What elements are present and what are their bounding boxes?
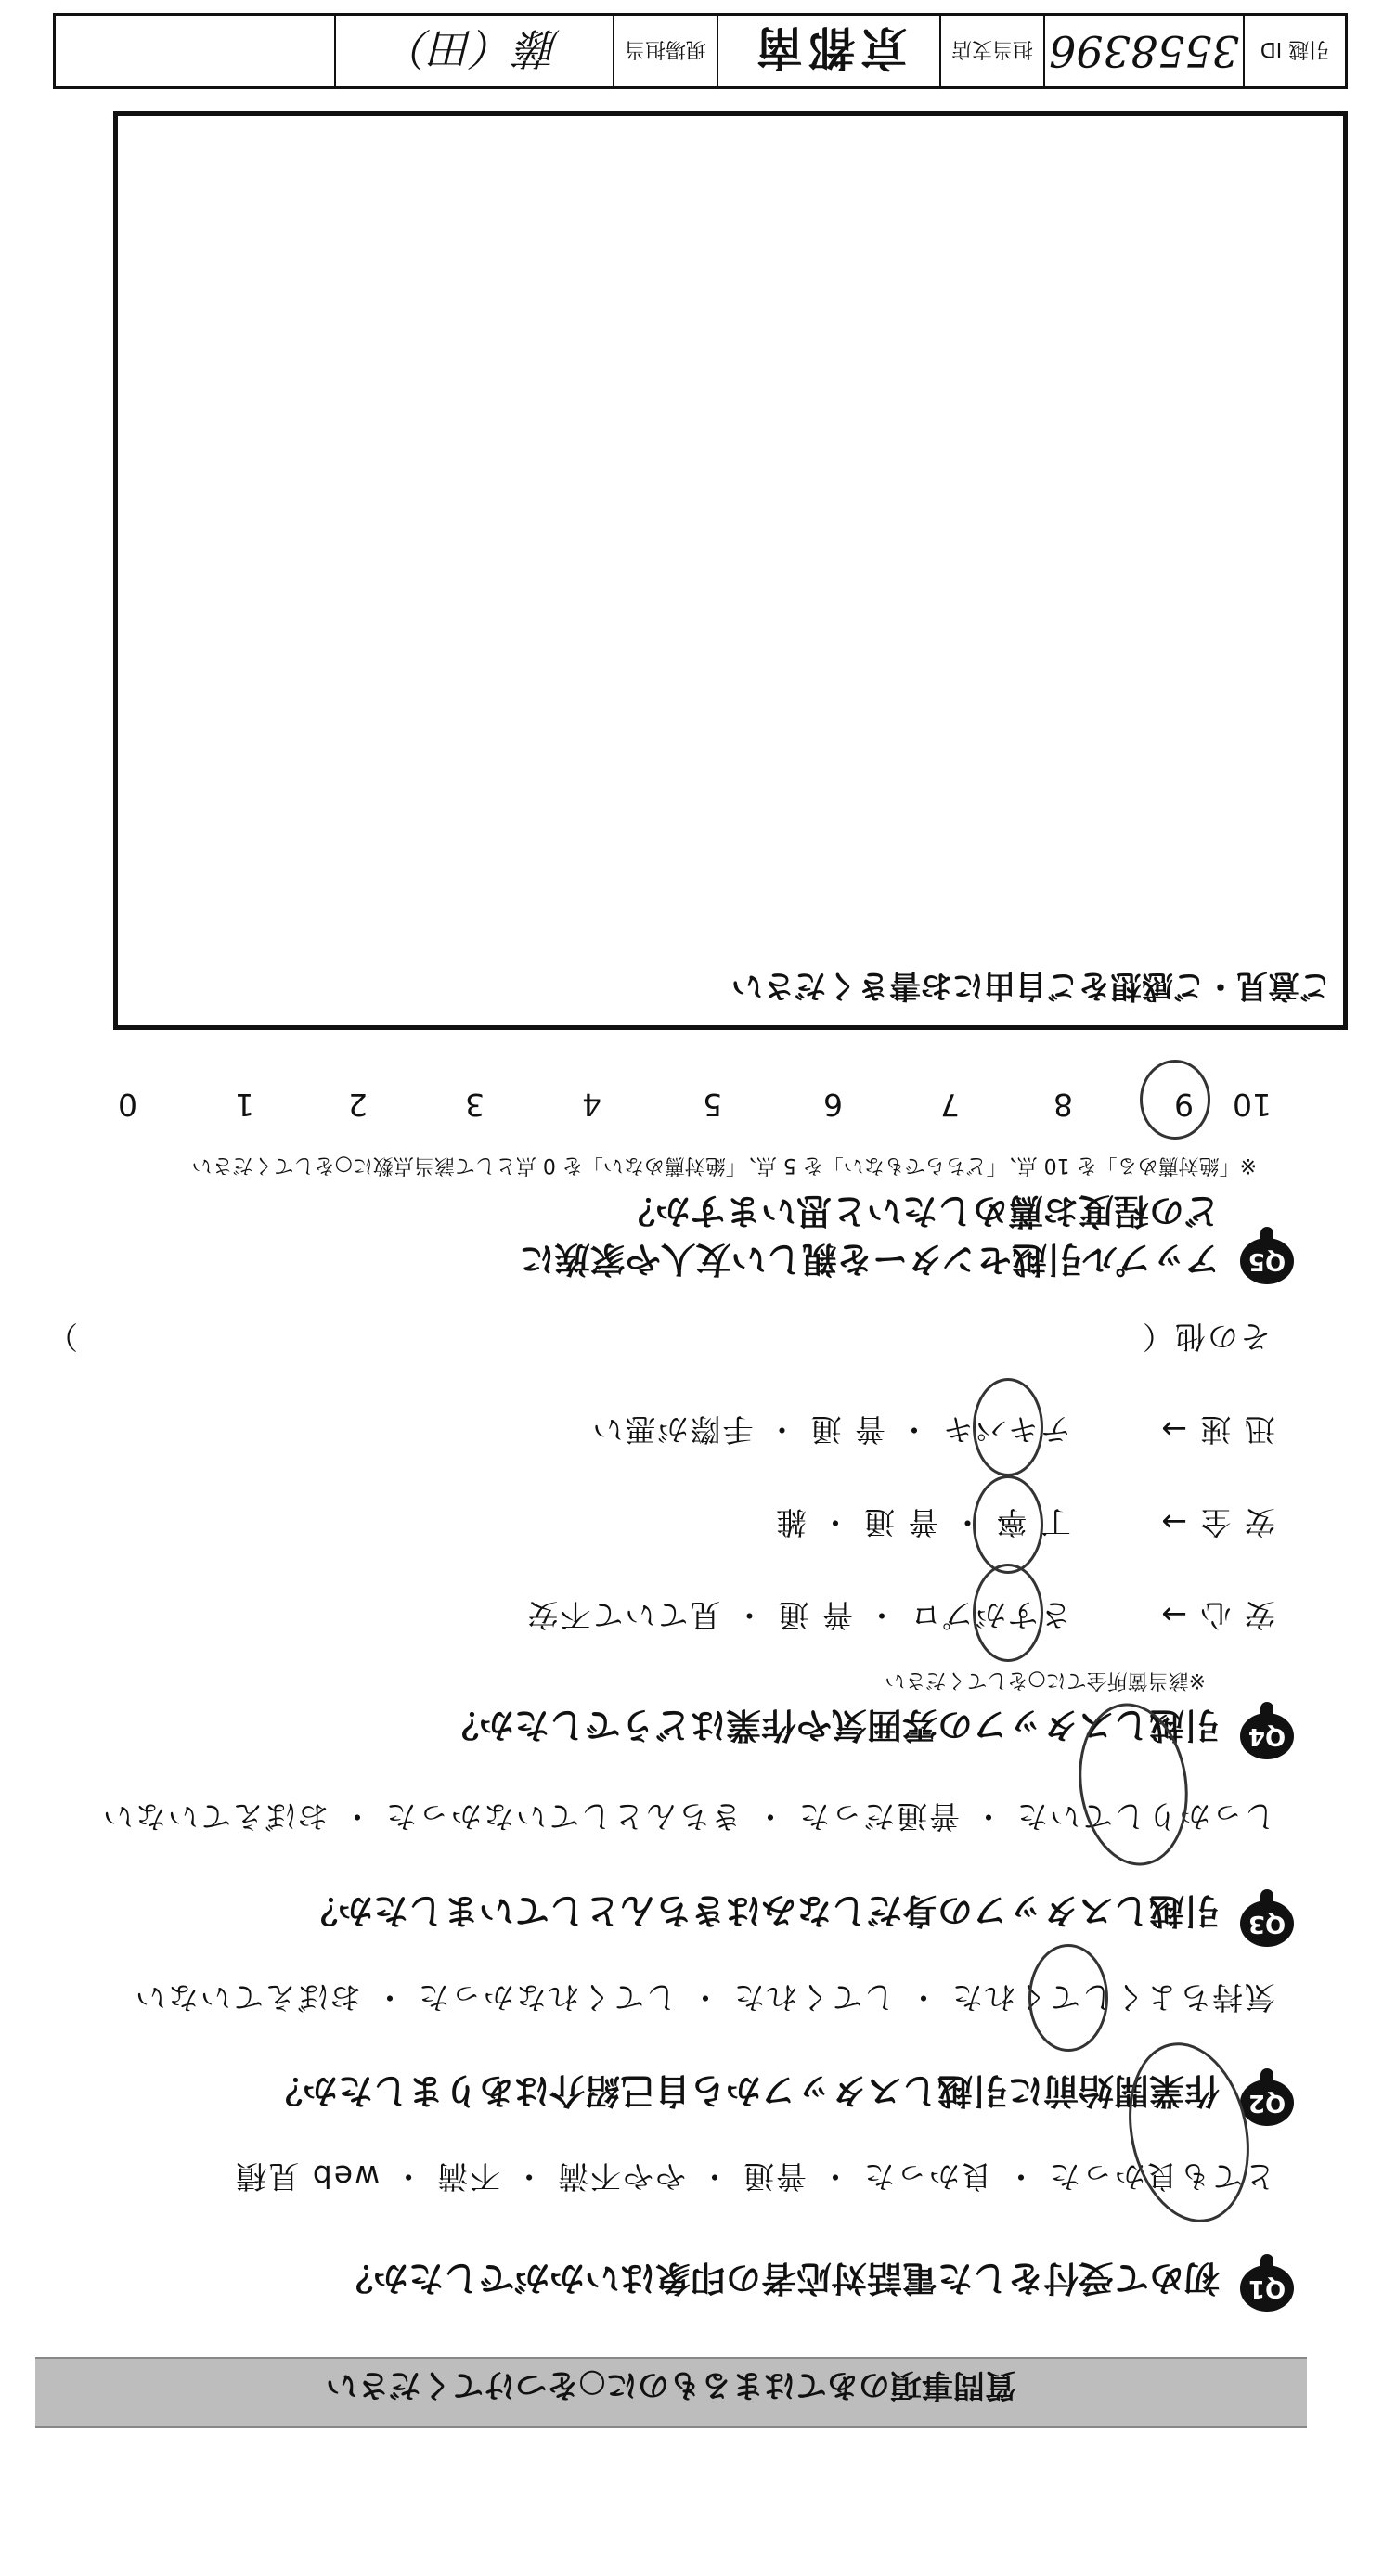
q1-question: 初めて受付をした電話対応者の印象はいかがでしたか？ <box>337 2258 1220 2299</box>
q5-scale-10[interactable]: 10 <box>1233 1087 1272 1123</box>
id-value: 3558396 <box>1043 16 1243 86</box>
q4-note: ※該当箇所全てに○をしてください <box>885 1668 1206 1692</box>
q1-options[interactable]: とても良かった ・ 良かった ・ 普通 ・ やや不満 ・ 不満 ・ web 見積 <box>234 2158 1275 2195</box>
footer-empty-cell <box>56 16 334 86</box>
q5-scale-6[interactable]: 6 <box>823 1087 843 1123</box>
q3-question: 引越しスタッフの身だしなみはきちんとしていましたか？ <box>302 1890 1220 1931</box>
q1-answer-circle <box>1113 2031 1265 2234</box>
q4-anshin-circle <box>973 1564 1043 1662</box>
footer-table <box>53 13 1348 89</box>
q5-scale-2[interactable]: 2 <box>348 1087 368 1123</box>
q4-other-close: ） <box>45 1319 78 1355</box>
q5-scale-8[interactable]: 8 <box>1053 1087 1073 1123</box>
q5-scale-9[interactable]: 9 <box>1174 1087 1194 1123</box>
instruction-text: 質問事項のあてはまるものに○をつけてください <box>326 2366 1016 2403</box>
q4-question: 引越しスタッフの雰囲気や作業はどうでしたか？ <box>443 1705 1220 1745</box>
q4-row-anzen-label: 安 全 → <box>1159 1504 1275 1540</box>
q4-row-anshin-options[interactable]: さすがプロ ・ 普 通 ・ 見ていて不安 <box>525 1597 1071 1633</box>
q2-answer-circle <box>1028 1944 1108 2052</box>
q5-scale-0[interactable]: 0 <box>118 1087 137 1123</box>
q3-options[interactable]: しっかりしていた ・ 普通だった ・ きちんとしていなかった ・ おぼえていない <box>101 1798 1275 1835</box>
instruction-banner <box>35 2357 1307 2428</box>
q4-other-field[interactable] <box>78 1509 1062 1546</box>
branch-value: 京都南 <box>717 16 939 86</box>
q4-icon: Q4 <box>1240 1713 1294 1759</box>
q1-icon: Q1 <box>1240 2265 1294 2312</box>
q4-row-anshin-label: 安 心 → <box>1159 1597 1275 1633</box>
q5-note: ※「絶対薦める」を 10 点、「どちらでもない」を 5 点、「絶対薦めない」を 0 点として該当点数に○をしてください <box>191 1153 1257 1177</box>
q5-question-line1: アップル引越センターを親しい友人や家族に <box>519 1239 1220 1280</box>
leader-label: 現場担当 <box>613 16 717 86</box>
q4-other-label: その他（ <box>1141 1319 1271 1355</box>
q4-row-jinsoku-label: 迅 速 → <box>1159 1411 1275 1448</box>
id-label: 引越 ID <box>1243 16 1345 86</box>
q4-anzen-circle <box>973 1475 1043 1574</box>
q3-icon: Q3 <box>1240 1900 1294 1947</box>
q5-scale-1[interactable]: 1 <box>235 1087 254 1123</box>
branch-label: 担当支店 <box>939 16 1043 86</box>
q5-scale-3[interactable]: 3 <box>465 1087 485 1123</box>
q5-selected-circle <box>1140 1060 1210 1140</box>
leader-value: 藤（田） <box>334 16 613 86</box>
q5-question-line2: どの程度お薦めしたいと思いますか？ <box>619 1191 1220 1231</box>
q5-scale <box>65 1082 1272 1123</box>
q2-icon: Q2 <box>1240 2080 1294 2126</box>
q5-icon: Q5 <box>1240 1238 1294 1284</box>
q2-question: 作業開始前に引越しスタッフから自己紹介はありましたか？ <box>266 2070 1220 2111</box>
q4-jinsoku-circle <box>973 1378 1043 1476</box>
comment-box[interactable] <box>113 111 1348 1030</box>
comment-title: ご意見・ご感想をご自由にお書きください <box>731 967 1331 1004</box>
q2-options[interactable]: 気持ちよくしてくれた ・ してくれた ・ してくれなかった ・ おぼえていない <box>134 1979 1275 2016</box>
q5-scale-5[interactable]: 5 <box>703 1087 722 1123</box>
q4-row-anzen-options[interactable]: 丁 寧 ・ 普 通 ・ 雑 <box>774 1504 1071 1540</box>
q5-scale-7[interactable]: 7 <box>940 1087 960 1123</box>
q4-row-jinsoku-options[interactable]: テキパキ ・ 普 通 ・ 手際が悪い <box>590 1411 1071 1448</box>
q5-scale-4[interactable]: 4 <box>582 1087 601 1123</box>
